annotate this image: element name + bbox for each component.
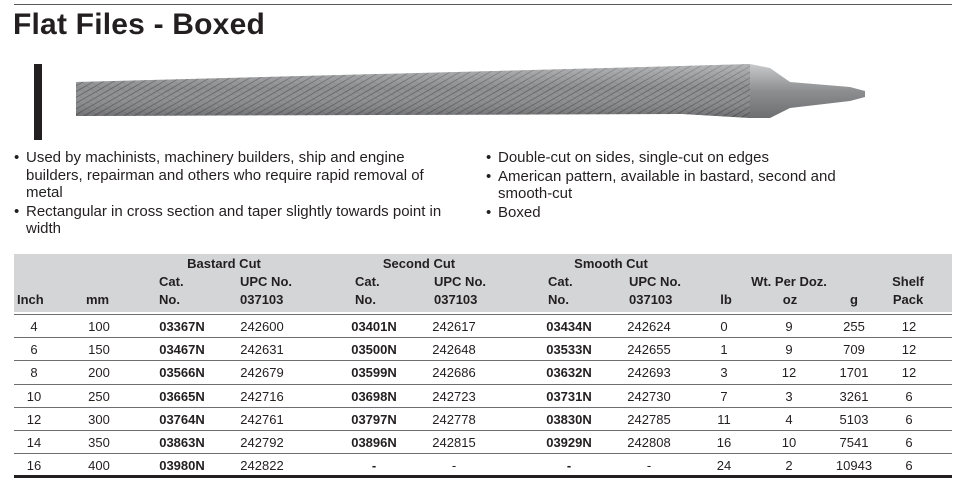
table-row bbox=[14, 384, 952, 408]
header-smooth-cut: Smooth Cut bbox=[574, 256, 648, 271]
table-cell: 03896N bbox=[351, 435, 397, 450]
header-upc-prefix: 037103 bbox=[240, 292, 284, 307]
header-pack: Pack bbox=[892, 292, 924, 307]
table-row bbox=[14, 430, 952, 454]
table-cell: - bbox=[371, 458, 377, 474]
table-cell: 03863N bbox=[159, 435, 205, 450]
header-upc: UPC No. bbox=[629, 274, 681, 289]
table-cell: 12 bbox=[26, 411, 42, 427]
table-cell: 6 bbox=[905, 458, 913, 474]
table-cell: - bbox=[566, 458, 572, 474]
header-second-cut: Second Cut bbox=[382, 256, 456, 271]
table-cell: 7541 bbox=[839, 435, 869, 450]
header-mm: mm bbox=[86, 292, 110, 307]
table-cell: 150 bbox=[88, 342, 110, 358]
table-cell: 12 bbox=[901, 365, 917, 381]
table-cell: 242686 bbox=[432, 365, 476, 381]
table-cell: 10943 bbox=[835, 458, 873, 474]
bullet-dot: • bbox=[14, 202, 20, 220]
table-cell: 2 bbox=[785, 458, 793, 474]
table-cell: - bbox=[451, 458, 457, 474]
table-cell: 242655 bbox=[627, 342, 671, 358]
table-cell: 03797N bbox=[351, 411, 397, 427]
header-inch: Inch bbox=[17, 292, 44, 307]
table-cell: 10 bbox=[781, 435, 797, 450]
table-cell: 242600 bbox=[240, 319, 284, 334]
feature-item: • Used by machinists, machinery builders, ship and engine builders, repairman and others who require rapid removal of metal bbox=[14, 149, 424, 201]
header-upc: UPC No. bbox=[240, 274, 292, 289]
table-row bbox=[14, 407, 952, 431]
table-cell: 242716 bbox=[240, 388, 284, 404]
table-cell: 03533N bbox=[546, 342, 592, 358]
table-row bbox=[14, 337, 952, 361]
table-cell: 4 bbox=[30, 319, 38, 334]
table-cell: 03566N bbox=[159, 365, 205, 381]
bullet-dot: • bbox=[14, 149, 20, 166]
feature-item: • Boxed bbox=[486, 203, 541, 221]
table-cell: 14 bbox=[26, 435, 42, 450]
header-bastard-cut: Bastard Cut bbox=[187, 256, 261, 271]
table-cell: 6 bbox=[905, 411, 913, 427]
header-cat-no: No. bbox=[548, 292, 569, 307]
bullet-dot: • bbox=[486, 203, 492, 221]
table-cell: 242808 bbox=[627, 435, 671, 450]
header-upc: UPC No. bbox=[434, 274, 486, 289]
table-cell: 12 bbox=[901, 342, 917, 358]
table-cell: 03764N bbox=[159, 411, 205, 427]
table-cell: 03698N bbox=[351, 388, 397, 404]
header-cat-no: No. bbox=[355, 292, 376, 307]
table-cell: 03401N bbox=[351, 319, 397, 334]
flat-file-image bbox=[70, 60, 870, 130]
table-cell: 200 bbox=[88, 365, 110, 381]
table-cell: 03731N bbox=[546, 388, 592, 404]
table-cell: 11 bbox=[717, 411, 731, 427]
table-cell: 3 bbox=[785, 388, 793, 404]
table-cell: 03599N bbox=[351, 365, 397, 381]
table-cell: 709 bbox=[843, 342, 865, 358]
feature-item: • Double-cut on sides, single-cut on edges bbox=[486, 149, 769, 166]
table-cell: 12 bbox=[781, 365, 797, 381]
table-cell: 03467N bbox=[159, 342, 205, 358]
features-right bbox=[486, 149, 846, 222]
table-cell: 242792 bbox=[240, 435, 284, 450]
table-cell: 242723 bbox=[432, 388, 476, 404]
table-cell: - bbox=[646, 458, 652, 474]
table-cell: 300 bbox=[88, 411, 110, 427]
top-rule bbox=[14, 4, 952, 5]
table-row bbox=[14, 314, 952, 338]
table-cell: 16 bbox=[26, 458, 42, 474]
table-cell: 242778 bbox=[432, 411, 476, 427]
header-cat-no: No. bbox=[159, 292, 180, 307]
table-cell: 1 bbox=[720, 342, 728, 358]
table-cell: 250 bbox=[88, 388, 110, 404]
header-upc-prefix: 037103 bbox=[629, 292, 673, 307]
table-cell: 242761 bbox=[240, 411, 284, 427]
file-tang bbox=[750, 64, 865, 118]
table-cell: 242693 bbox=[627, 365, 671, 381]
table-cell: 6 bbox=[905, 435, 913, 450]
page-title: Flat Files - Boxed bbox=[13, 8, 265, 41]
table-cell: 6 bbox=[30, 342, 38, 358]
table-cell: 8 bbox=[30, 365, 38, 381]
table-cell: 1701 bbox=[839, 365, 869, 381]
table-cell: 03500N bbox=[351, 342, 397, 358]
table-cell: 242679 bbox=[240, 365, 284, 381]
header-oz: oz bbox=[782, 292, 798, 307]
header-lb: lb bbox=[720, 292, 732, 307]
header-upc-prefix: 037103 bbox=[434, 292, 478, 307]
feature-item: • American pattern, available in bastard, second and smooth-cut bbox=[486, 167, 836, 202]
table-cell: 3261 bbox=[839, 388, 869, 404]
table-cell: 03434N bbox=[546, 319, 592, 334]
feature-item: • Rectangular in cross section and taper slightly towards point in width bbox=[14, 202, 442, 237]
table-cell: 12 bbox=[901, 319, 917, 334]
bullet-dot: • bbox=[486, 149, 492, 166]
table-cell: 6 bbox=[905, 388, 913, 404]
table-cell: 24 bbox=[716, 458, 732, 474]
table-row bbox=[14, 453, 952, 478]
table-cell: 7 bbox=[720, 388, 728, 404]
table-cell: 16 bbox=[716, 435, 732, 450]
table-cell: 03830N bbox=[546, 411, 592, 427]
table-cell: 03980N bbox=[159, 458, 205, 474]
header-g: g bbox=[850, 292, 858, 307]
table-cell: 242631 bbox=[240, 342, 284, 358]
accent-bar bbox=[34, 64, 42, 140]
table-cell: 242815 bbox=[432, 435, 476, 450]
table-cell: 0 bbox=[720, 319, 728, 334]
bullet-dot: • bbox=[486, 167, 492, 185]
table-cell: 400 bbox=[88, 458, 110, 474]
table-row bbox=[14, 360, 952, 384]
table-cell: 242785 bbox=[627, 411, 671, 427]
table-cell: 3 bbox=[720, 365, 728, 381]
table-cell: 242624 bbox=[627, 319, 671, 334]
header-cat: Cat. bbox=[355, 274, 380, 289]
table-cell: 242822 bbox=[240, 458, 284, 474]
table-cell: 5103 bbox=[839, 411, 869, 427]
table-cell: 9 bbox=[785, 319, 793, 334]
header-shelf: Shelf bbox=[892, 274, 924, 289]
table-cell: 242730 bbox=[627, 388, 671, 404]
table-cell: 03929N bbox=[546, 435, 592, 450]
features-left bbox=[14, 149, 454, 239]
header-weight: Wt. Per Doz. bbox=[751, 274, 827, 289]
table-cell: 350 bbox=[88, 435, 110, 450]
table-cell: 03367N bbox=[159, 319, 205, 334]
header-cat: Cat. bbox=[548, 274, 573, 289]
table-cell: 10 bbox=[26, 388, 42, 404]
table-cell: 242648 bbox=[432, 342, 476, 358]
table-cell: 03665N bbox=[159, 388, 205, 404]
header-cat: Cat. bbox=[159, 274, 184, 289]
table-cell: 100 bbox=[88, 319, 110, 334]
table-cell: 4 bbox=[785, 411, 793, 427]
table-cell: 03632N bbox=[546, 365, 592, 381]
table-header bbox=[14, 254, 952, 312]
table-cell: 242617 bbox=[432, 319, 476, 334]
table-cell: 9 bbox=[785, 342, 793, 358]
table-cell: 255 bbox=[843, 319, 865, 334]
